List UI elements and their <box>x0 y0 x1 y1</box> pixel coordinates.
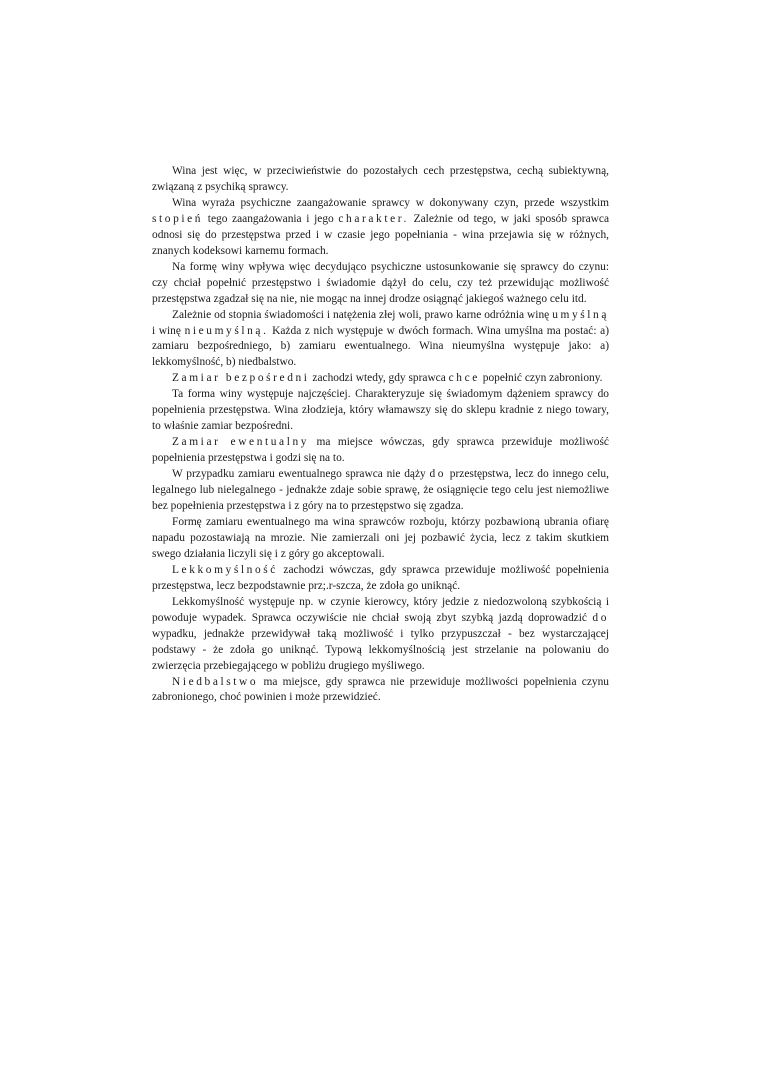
spaced-term: Zamiar bezpośredni <box>172 372 310 385</box>
paragraph-3: Na formę winy wpływa więc decydująco psychiczne ustosunkowanie się sprawcy do czynu: czy chciał popełnić przestępstwo i świadomie dążył do celu, czy też przewidując możliwość przestępstwa zgadzał się na nie, nie mogąc na innej drodze osiągnąć jakiegoś ważnego celu itd. <box>152 260 609 305</box>
paragraph-1: Wina jest więc, w przeciwieństwie do pozostałych cech przestępstwa, cechą subiektywną, związaną z psychiką sprawcy. <box>152 165 609 193</box>
spaced-term: chce <box>448 372 480 385</box>
spaced-term: stopień <box>152 212 204 225</box>
paragraph-8: W przypadku zamiaru ewentualnego sprawca nie dąży do przestępstwa, lecz do innego celu, legalnego lub nielegalnego - jednakże zdaje sobie sprawę, że osiągnięcie tego celu jest niemożliwe bez popełnienia przestępstwa i z góry na to przestępstwo się zgadza. <box>152 468 609 513</box>
spaced-term: do <box>429 468 447 481</box>
spaced-term: Niedbalstwo <box>172 675 259 688</box>
spaced-term: Zamiar ewentualny <box>172 436 310 449</box>
paragraph-4: Zależnie od stopnia świadomości i natężenia złej woli, prawo karne odróżnia winę umyślną i winę nieumyślną. Każda z nich występuje w dwóch formach. Wina umyślna ma postać: a) zamiaru bezpośredniego, b) zamiaru ewentualnego. Wina nieumyślna występuje jako: a) lekkomyślność, b) niedbalstwo. <box>152 308 609 369</box>
spaced-term: umyślną <box>552 308 609 321</box>
paragraph-7: Zamiar ewentualny ma miejsce wówczas, gdy sprawca przewiduje możliwość popełnienia przestępstwa i godzi się na to. <box>152 436 609 465</box>
paragraph-9: Formę zamiaru ewentualnego ma wina sprawców rozboju, którzy pozbawioną ubrania ofiarę napadu pozostawiają na mrozie. Nie zamierzali oni jej pozbawić życia, lecz z takim skutkiem swego działania liczyli się i z góry go akceptowali. <box>152 515 609 560</box>
spaced-term: Lekkomyślność <box>172 563 278 576</box>
paragraph-2: Wina wyraża psychiczne zaangażowanie sprawcy w dokonywany czyn, przede wszystkim stopień tego zaangażowania i jego charakter. Zależnie od tego, w jaki sposób sprawca odnosi się do przestępstwa przed i w czasie jego popełniania - wina przejawia się w różnych, znanych kodeksowi karnemu formach. <box>152 196 609 257</box>
paragraph-11: Lekkomyślność występuje np. w czynie kierowcy, który jedzie z niedozwoloną szybkością i powoduje wypadek. Sprawca oczywiście nie chciał swoją zbyt szybką jazdą doprowadzić do wypadku, jednakże przewidywał taką możliwość i tylko przypuszczał - bez wystarczającej podstawy - że zdoła go uniknąć. Typową lekkomyślnością jest strzelanie na polowaniu do zwierzęcia przebiegającego w pobliżu drugiego myśliwego. <box>152 595 609 672</box>
paragraph-6: Ta forma winy występuje najczęściej. Charakteryzuje się świadomym dążeniem sprawcy do popełnienia przestępstwa. Wina złodzieja, który włamawszy się do sklepu kradnie z niego towary, to właśnie zamiar bezpośredni. <box>152 388 609 433</box>
paragraph-10: Lekkomyślność zachodzi wówczas, gdy sprawca przewiduje możliwość popełnienia przestępstwa, lecz bezpodstawnie prz;.r-szcza, że zdoła go uniknąć. <box>152 563 609 592</box>
spaced-term: charakter. <box>338 212 409 225</box>
paragraph-12: Niedbalstwo ma miejsce, gdy sprawca nie przewiduje możliwości popełnienia czynu zabronionego, choć powinien i może przewidzieć. <box>152 675 609 704</box>
spaced-term: nieumyślną. <box>184 324 269 337</box>
spaced-term: do <box>592 611 609 624</box>
body-text <box>152 164 609 706</box>
paragraph-5: Zamiar bezpośredni zachodzi wtedy, gdy sprawca chce popełnić czyn zabroniony. <box>172 372 603 385</box>
